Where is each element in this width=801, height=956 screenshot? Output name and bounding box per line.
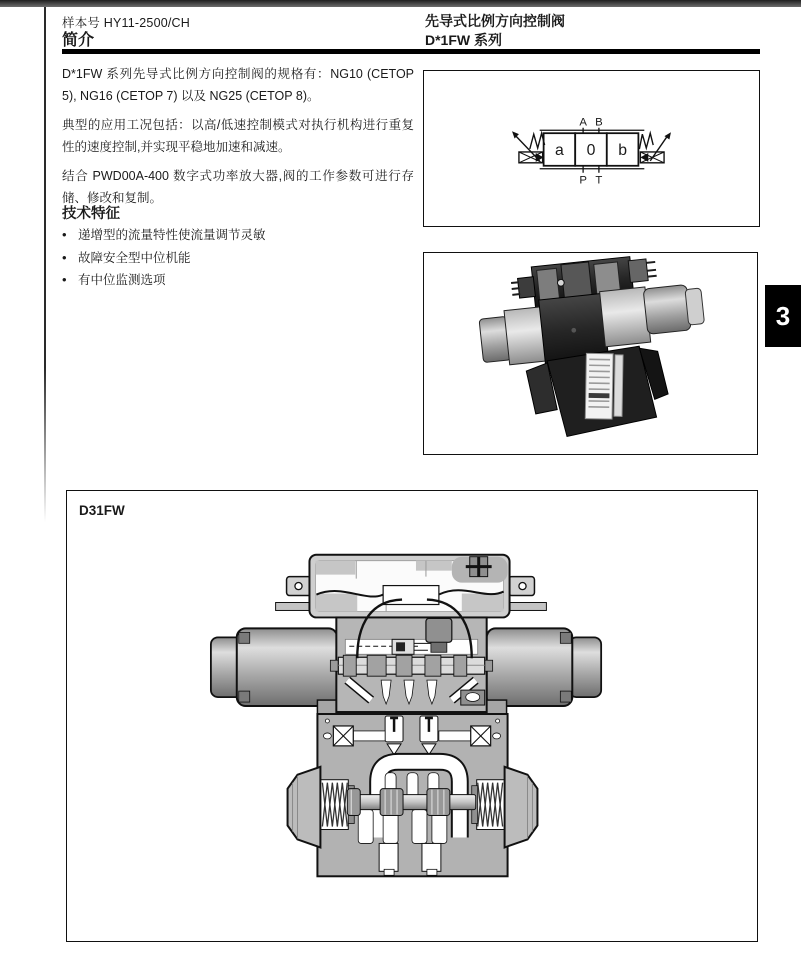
product-title-block xyxy=(425,12,565,50)
scan-edge-top xyxy=(0,0,801,7)
header-rule xyxy=(62,49,760,54)
feature-item xyxy=(62,247,414,270)
port-a-label: A xyxy=(579,116,587,129)
solenoid-symbol-left xyxy=(512,131,545,163)
photo-name-plate xyxy=(585,353,623,419)
catalog-number: 样本号 HY11-2500/CH xyxy=(62,16,191,30)
schematic-figure-box xyxy=(423,70,760,227)
intro-paragraph-1: D*1FW 系列先导式比例方向控制阀的规格有：NG10 (CETOP 5), NG16 (CETOP 7) 以及 NG25 (CETOP 8)。 xyxy=(62,67,414,103)
feature-text: 有中位监测选项 xyxy=(78,273,166,287)
chapter-tab xyxy=(765,285,801,347)
solenoid-cylinder-left xyxy=(211,628,337,706)
feature-item xyxy=(62,224,414,247)
position-a-label: a xyxy=(555,141,564,159)
intro-text xyxy=(62,63,414,216)
port-b-label: B xyxy=(595,116,603,129)
product-photo-illustration xyxy=(424,253,757,454)
solenoid-cylinder-right xyxy=(487,628,601,706)
feature-item xyxy=(62,269,414,292)
port-t-label: T xyxy=(595,174,603,187)
chapter-number: 3 xyxy=(775,300,791,331)
port-p-label: P xyxy=(579,174,587,187)
feature-text: 故障安全型中位机能 xyxy=(78,250,191,265)
intro-paragraph-2: 典型的应用工况包括：以高/低速控制模式对执行机构进行重复性的速度控制,并实现平稳地加速和减速。 xyxy=(62,118,414,154)
valve-symbol-diagram xyxy=(424,71,759,226)
main-valve-body xyxy=(317,714,507,876)
product-photo-box xyxy=(423,252,758,455)
valve-cross-section-drawing xyxy=(67,491,757,941)
bullet-icon: • xyxy=(62,249,67,265)
position-0-label: 0 xyxy=(586,141,596,159)
hex-end-cap-left xyxy=(288,767,321,848)
bullet-icon: • xyxy=(62,272,67,287)
solenoid-symbol-right xyxy=(639,132,671,163)
product-title: 先导式比例方向控制阀 xyxy=(425,13,565,29)
features-heading: 技术特征 xyxy=(62,206,120,222)
hex-end-cap-right xyxy=(505,767,538,848)
figure-label: D31FW xyxy=(79,503,125,518)
feature-text: 递增型的流量特性使流量调节灵敏 xyxy=(78,228,266,242)
features-list xyxy=(62,224,414,292)
product-series: D*1FW 系列 xyxy=(425,32,502,48)
bullet-icon: • xyxy=(62,227,67,242)
position-b-label: b xyxy=(618,141,627,159)
pilot-top-cover xyxy=(276,555,547,618)
cross-section-figure-box xyxy=(66,490,758,942)
scan-edge-left xyxy=(44,7,46,522)
page-section-title: 简介 xyxy=(62,32,95,49)
intro-paragraph-3: 结合 PWD00A-400 数字式功率放大器,阀的工作参数可进行存储、修改和复制。 xyxy=(62,169,414,205)
